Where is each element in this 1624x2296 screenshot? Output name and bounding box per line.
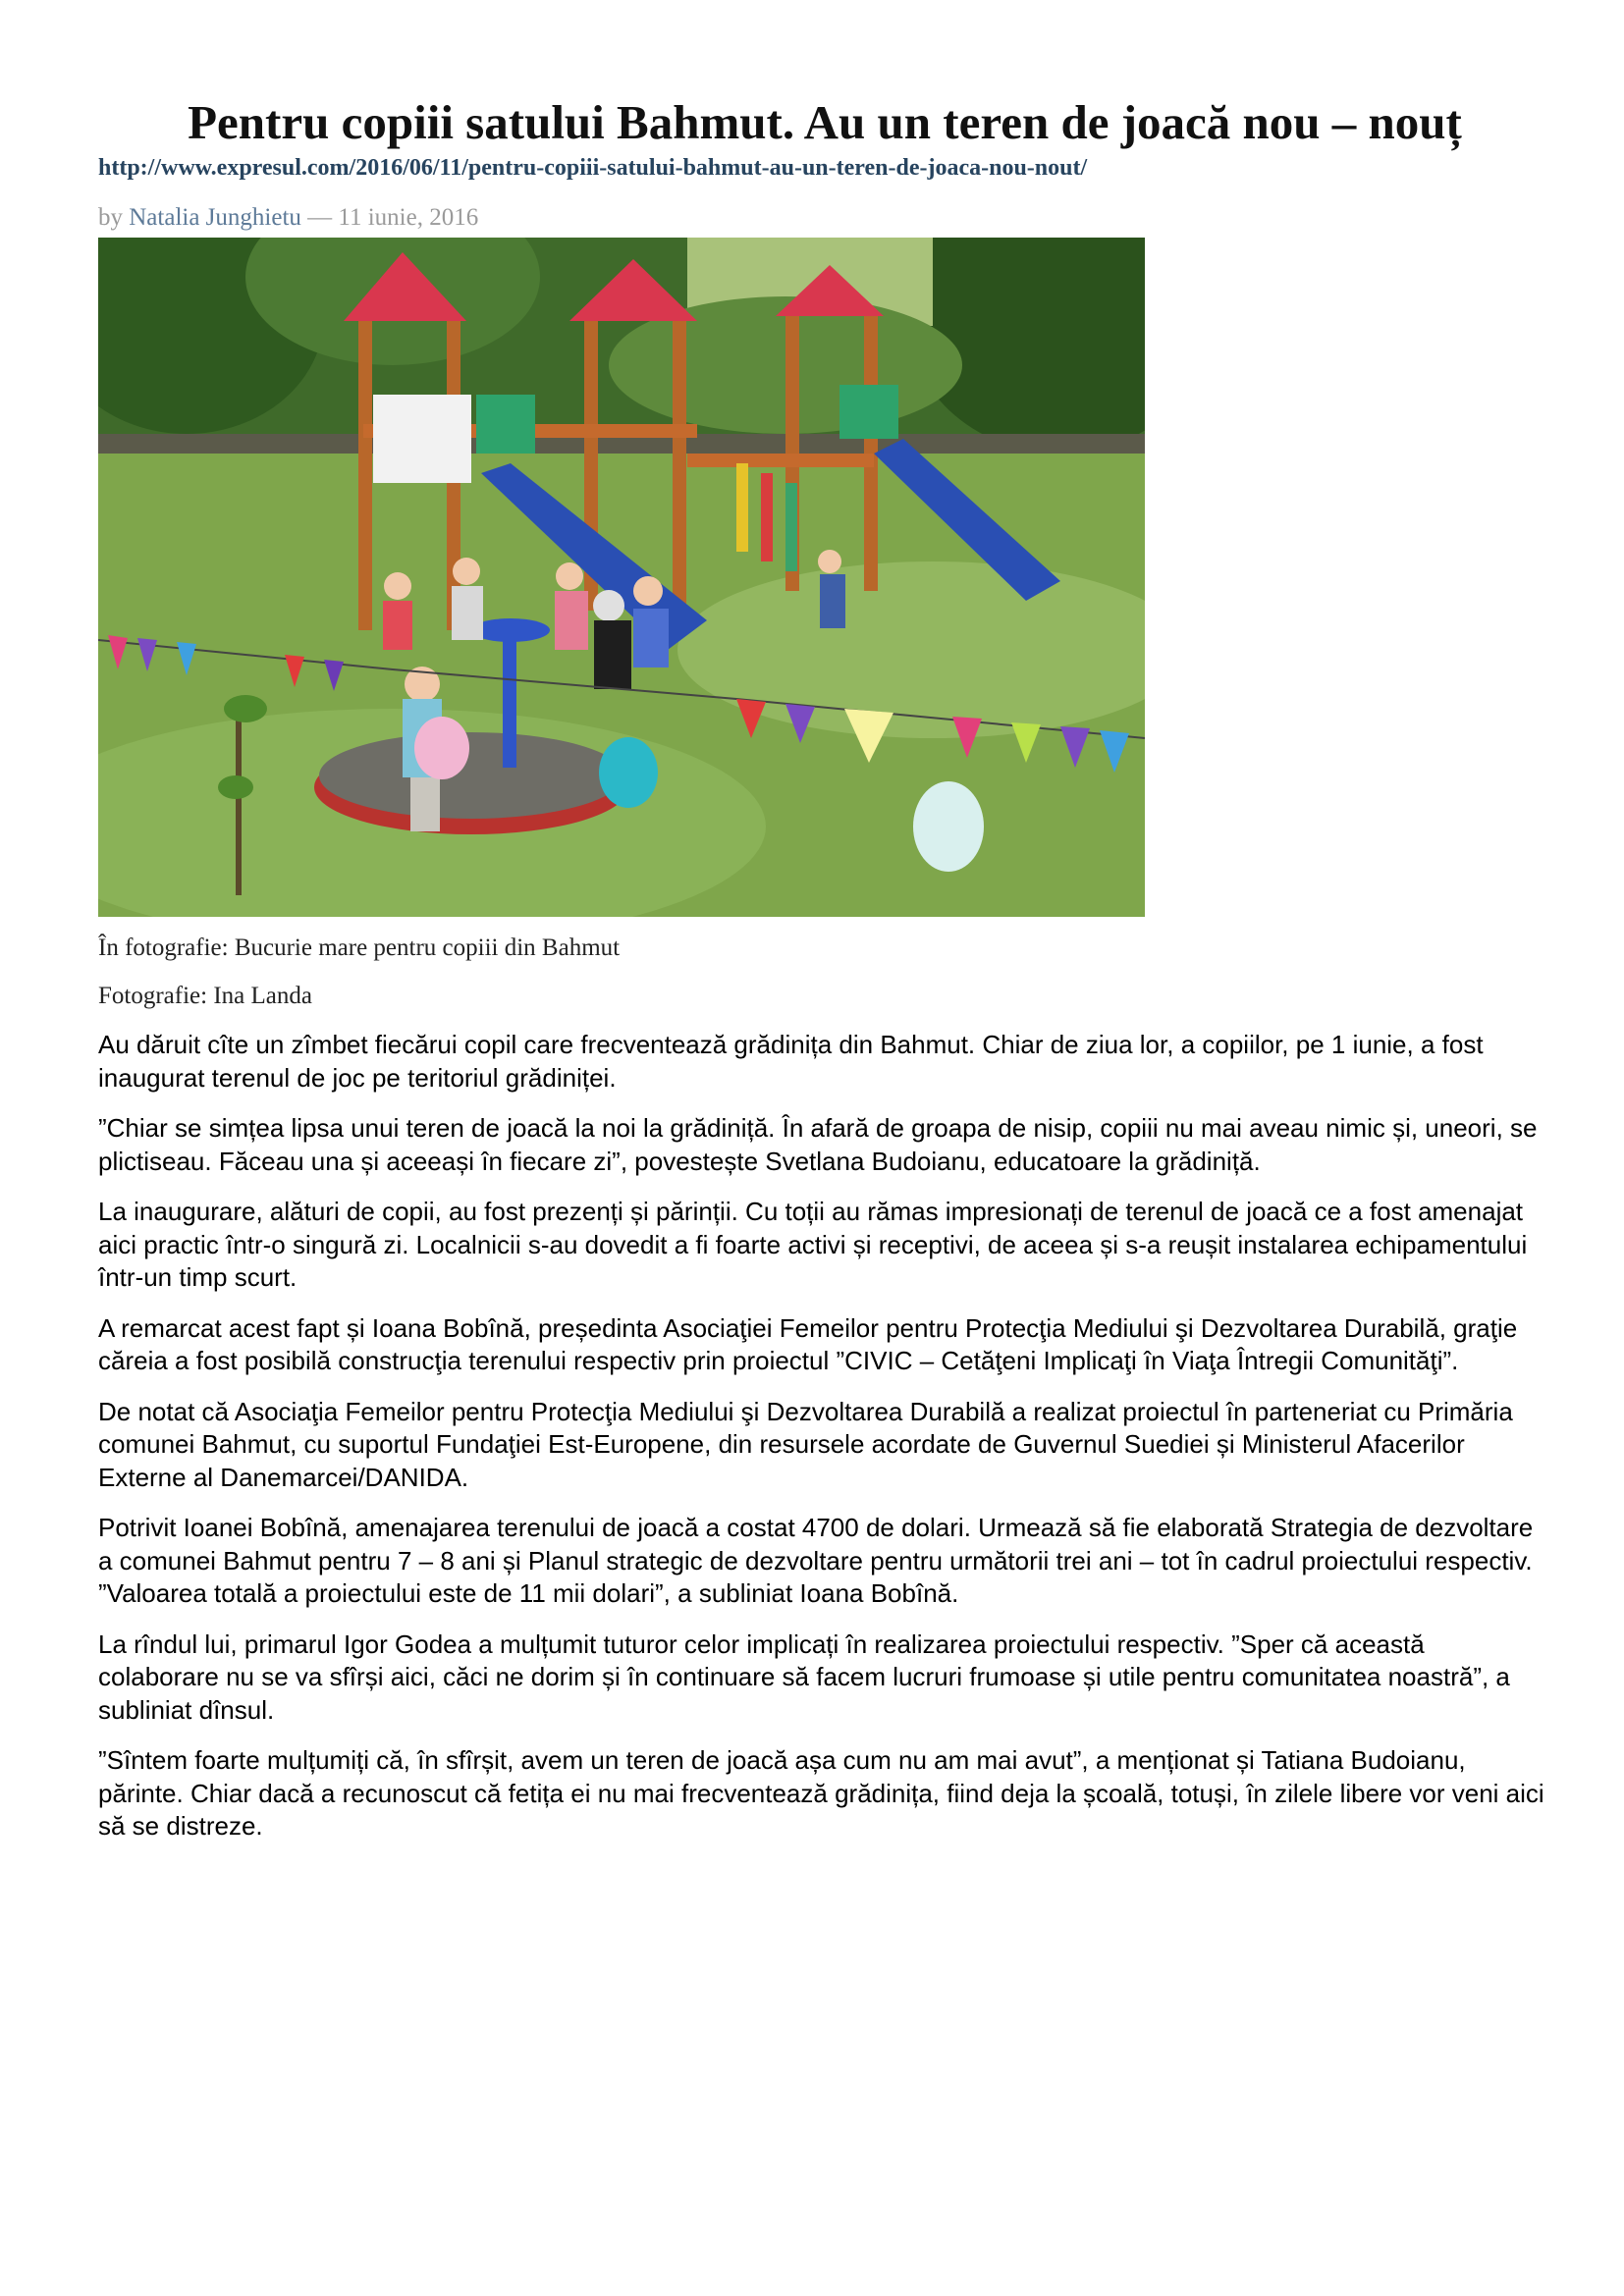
byline [98, 204, 478, 232]
date-separator: — [300, 204, 339, 231]
article-title: Pentru copiii satului Bahmut. Au un teren de joacă nou – nouț [188, 95, 1462, 149]
paragraph: A remarcat acest fapt și Ioana Bobînă, președinta Asociaţiei Femeilor pentru Protecţia Mediului şi Dezvoltarea Durabilă, graţie căreia a fost posibilă construcţia terenului respectiv prin proiectul ”CIVIC – Cetăţeni Implicaţi în Viaţa Întregii Comunităţi”. [98, 1312, 1518, 1375]
paragraph: La rîndul lui, primarul Igor Godea a mulțumit tuturor celor implicați în realizarea proiectului respectiv. ”Sper că această colaborare nu se va sfîrși aici, căci ne dorim și în continuare să facem lucruri frumoase și utile pentru comunitatea noastră”, a subliniat dînsul. [98, 1629, 1510, 1725]
paragraph: Potrivit Ioanei Bobînă, amenajarea terenului de joacă a costat 4700 de dolari. Urmează să fie elaborată Strategia de dezvoltare a comunei Bahmut pentru 7 – 8 ani și Planul strategic de dezvoltare pentru următorii trei ani – tot în cadrul proiectului respectiv. ”Valoarea totală a proiectului este de 11 mii dolari”, a subliniat Ioana Bobînă. [98, 1513, 1534, 1608]
photo-caption: În fotografie: Bucurie mare pentru copiii din Bahmut [98, 934, 621, 961]
article-photo [98, 238, 1145, 917]
paragraph: ”Chiar se simțea lipsa unui teren de joacă la noi la grădiniță. În afară de groapa de nisip, copiii nu mai aveau nimic și, uneori, se plictiseau. Făceau una și aceeași în fiecare zi”, povestește Svetlana Budoianu, educatoare la grădiniță. [98, 1113, 1538, 1176]
article-date: 11 iunie, 2016 [338, 204, 479, 231]
paragraph: ”Sîntem foarte mulțumiți că, în sfîrșit, avem un teren de joacă așa cum nu am mai avut”, a menționat și Tatiana Budoianu, părinte. Chiar dacă a recunoscut că fetița ei nu mai frecventează grădinița, fiind deja la școală, totuși, în zilele libere vor veni aici să se distreze. [98, 1745, 1544, 1841]
paragraph: De notat că Asociaţia Femeilor pentru Protecţia Mediului şi Dezvoltarea Durabilă a realizat proiectul în parteneriat cu Primăria comunei Bahmut, cu suportul Fundaţiei Est-Europene, din resursele acordate de Guvernul Suediei și Ministerul Afacerilor Externe al Danemarcei/DANIDA. [98, 1396, 1513, 1492]
author-link[interactable]: Natalia Junghietu [129, 204, 301, 231]
paragraph: Au dăruit cîte un zîmbet fiecărui copil care frecventează grădinița din Bahmut. Chiar de ziua lor, a copiilor, pe 1 iunie, a fost inaugurat terenul de joc pe teritoriul grădiniței. [98, 1030, 1484, 1093]
article-body [98, 1029, 1551, 1861]
playground-photo-illustration [98, 238, 1145, 917]
paragraph: La inaugurare, alături de copii, au fost prezenți și părinții. Cu toții au rămas impresionați de terenul de joacă ce a fost amenajat aici practic într-o singură zi. Localnicii s-au dovedit a fi foarte activi și receptivi, de aceea și s-a reușit instalarea echipamentului într-un timp scurt. [98, 1197, 1528, 1292]
byline-prefix: by [98, 204, 130, 231]
photo-credit: Fotografie: Ina Landa [98, 983, 312, 1009]
article-url-link[interactable]: http://www.expresul.com/2016/06/11/pentru-copiii-satului-bahmut-au-un-teren-de-joaca-nou-nout/ [98, 155, 1088, 181]
